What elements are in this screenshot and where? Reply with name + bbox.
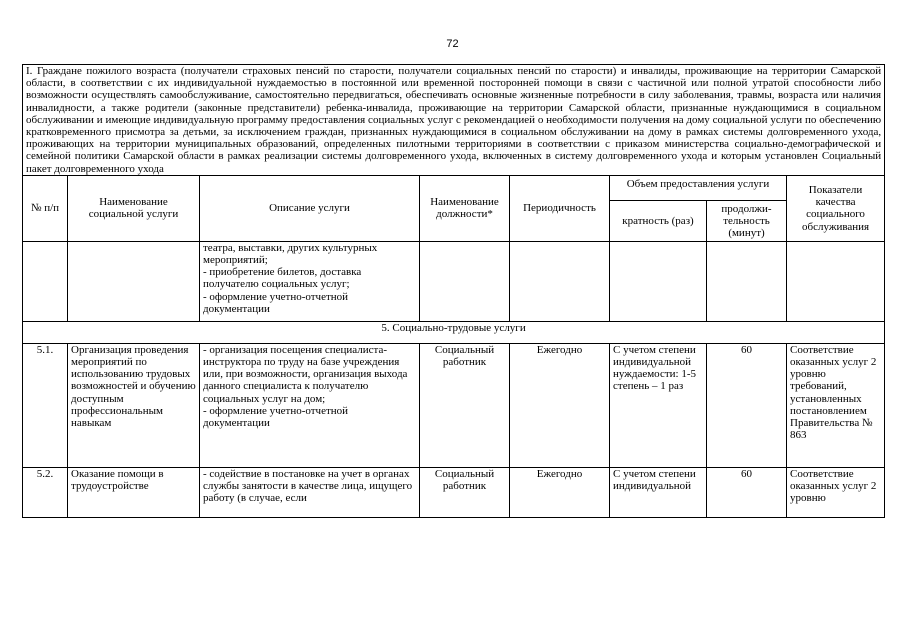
continuation-position <box>420 241 510 321</box>
section-row <box>23 321 885 343</box>
continuation-description <box>200 241 420 321</box>
header-volume: Объем предоставления услуги <box>610 175 787 200</box>
intro-row <box>23 65 885 176</box>
continuation-quality <box>787 241 885 321</box>
row-periodicity: Ежегодно <box>510 343 610 467</box>
header-service-name: Наименование социальной услуги <box>68 175 200 241</box>
services-table <box>22 64 885 518</box>
row-description-line: - содействие в постановке на учет в органах службы занятости в качестве лица, ищущего работу (в случае, если <box>203 467 413 505</box>
row-num: 5.2. <box>23 467 68 517</box>
continuation-row <box>23 241 885 321</box>
row-service-name: Оказание помощи в трудоустройстве <box>68 467 200 517</box>
header-duration: продолжи-тельность (минут) <box>707 200 787 241</box>
row-quality: Соответствие оказанных услуг 2 уровню требований, установленных постановлением Правительства № 863 <box>787 343 885 467</box>
continuation-description-line: - оформление учетно-отчетной документации <box>203 290 349 315</box>
row-description-line: - организация посещения специалиста-инструктора по труду на базе учреждения или, при возможности, организация выхода данного специалиста к получателю социальных услуг на дом; <box>203 343 408 405</box>
row-periodicity: Ежегодно <box>510 467 610 517</box>
header-periodicity: Периодичность <box>510 175 610 241</box>
page-number: 72 <box>446 38 459 50</box>
continuation-name <box>68 241 200 321</box>
intro-text: I. Граждане пожилого возраста (получатели страховых пенсий по старости, получатели социальных пенсий по старости) и инвалиды, проживающие на территории Самарской области, в соответствии с их индивидуальной нуждаемостью в постоянной или временной посторонней помощи в связи с частичной или полной утратой способности либо возможности осуществлять самообслуживание, самостоятельно передвигаться, обеспечивать основные жизненные потребности в силу заболевания, травмы, возраста или наличия инвалидности, а также родители (законные представители) ребенка-инвалида, проживающие на территории Самарской области, признанные нуждающимися в социальном обслуживании и имеющие индивидуальную программу предоставления социальных услуг с рекомендацией о необходимости получения на дому социальной услуги по обеспечению кратковременного присмотра за детьми, за исключением граждан, признанных нуждающимися в социальном обслуживании на дому в рамках системы долговременного ухода, проживающих на территории муниципальных образований, определенных пилотными территориями в соответствии с приказом министерства социально-демографической и семейной политики Самарской области в рамках реализации системы долговременного ухода, включенных в систему долговременного ухода и которым установлен Социальный пакет долговременного ухода <box>23 65 885 176</box>
header-position: Наименование должности* <box>420 175 510 241</box>
table-row <box>23 467 885 517</box>
continuation-periodicity <box>510 241 610 321</box>
continuation-frequency <box>610 241 707 321</box>
continuation-duration <box>707 241 787 321</box>
row-position: Социальный работник <box>420 467 510 517</box>
continuation-description-line: театра, выставки, других культурных мероприятий; <box>203 241 378 267</box>
row-description-line: - оформление учетно-отчетной документации <box>203 404 349 430</box>
section-title: 5. Социально-трудовые услуги <box>23 321 885 343</box>
table-row <box>23 343 885 467</box>
row-duration: 60 <box>707 467 787 517</box>
row-duration: 60 <box>707 343 787 467</box>
row-frequency: С учетом степени индивидуальной нуждаемости: 1-5 степень – 1 раз <box>610 343 707 467</box>
row-num: 5.1. <box>23 343 68 467</box>
row-quality: Соответствие оказанных услуг 2 уровню <box>787 467 885 517</box>
row-service-name: Организация проведения мероприятий по использованию трудовых возможностей и обучению доступным профессиональным навыкам <box>68 343 200 467</box>
row-description <box>200 467 420 517</box>
row-position: Социальный работник <box>420 343 510 467</box>
header-row <box>23 175 885 200</box>
header-quality: Показатели качества социального обслуживания <box>787 175 885 241</box>
header-num: № п/п <box>23 175 68 241</box>
row-description <box>200 343 420 467</box>
continuation-description-line: - приобретение билетов, доставка получателю социальных услуг; <box>203 266 362 291</box>
header-frequency: кратность (раз) <box>610 200 707 241</box>
row-frequency: С учетом степени индивидуальной <box>610 467 707 517</box>
header-description: Описание услуги <box>200 175 420 241</box>
continuation-num <box>23 241 68 321</box>
